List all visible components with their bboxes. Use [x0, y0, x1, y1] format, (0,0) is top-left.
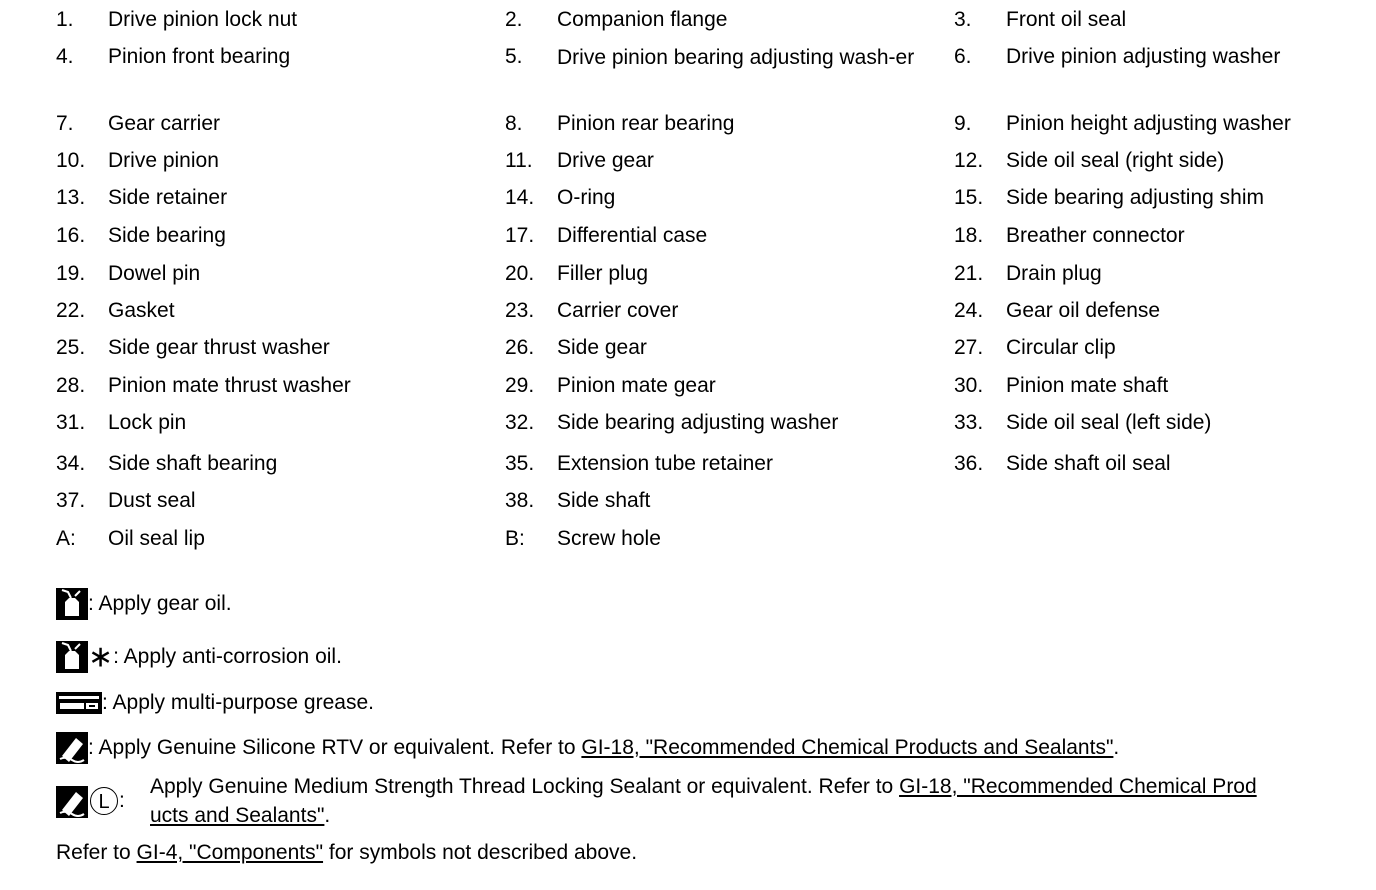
locking-colon: :	[119, 789, 125, 812]
part-number: 23.	[505, 299, 535, 322]
part-label: Dowel pin	[108, 262, 201, 285]
part-number: 29.	[505, 374, 535, 397]
part-label: Pinion mate thrust washer	[108, 374, 351, 397]
part-label: Side retainer	[108, 186, 228, 209]
part-label: Front oil seal	[1006, 8, 1127, 31]
part-label: Drive pinion adjusting washer	[1006, 45, 1281, 68]
part-number: 9.	[954, 112, 972, 135]
legend-grease	[56, 686, 374, 720]
part-number: 32.	[505, 411, 535, 434]
oil-can-icon	[56, 588, 88, 620]
part-label: Drain plug	[1006, 262, 1102, 285]
gi-4-link[interactable]: GI-4, "Components"	[136, 841, 324, 864]
part-label: Drive pinion	[108, 149, 219, 172]
part-number: 14.	[505, 186, 535, 209]
sealant-tube-icon	[56, 732, 88, 764]
part-label: Side gear	[557, 336, 647, 359]
part-label: Side bearing adjusting shim	[1006, 186, 1264, 209]
legend-anti-corrosion	[56, 640, 342, 674]
part-label: Side gear thrust washer	[108, 336, 330, 359]
gi-18-link-part2[interactable]: ucts and Sealants"	[150, 804, 325, 827]
part-label: Differential case	[557, 224, 708, 247]
gi-18-link[interactable]: GI-18, "Recommended Chemical Products and Sealants"	[581, 736, 1114, 759]
legend-text: : Apply gear oil.	[88, 592, 232, 615]
part-number: 21.	[954, 262, 984, 285]
part-label: Pinion height adjusting washer	[1006, 112, 1291, 135]
part-label: Side shaft bearing	[108, 452, 278, 475]
part-label: Side shaft	[557, 489, 651, 512]
part-number: 10.	[56, 149, 86, 172]
part-label: Lock pin	[108, 411, 187, 434]
part-number: 22.	[56, 299, 86, 322]
grease-gun-icon	[56, 692, 102, 714]
part-number: 19.	[56, 262, 86, 285]
part-number: 3.	[954, 8, 972, 31]
part-number: 7.	[56, 112, 74, 135]
part-number: B:	[505, 527, 525, 550]
part-number: 24.	[954, 299, 984, 322]
part-label: Side bearing adjusting washer	[557, 411, 839, 434]
legend-text: : Apply multi-purpose grease.	[102, 691, 374, 714]
part-number: 5.	[505, 45, 523, 68]
part-number: 11.	[505, 149, 533, 172]
part-label: Gear carrier	[108, 112, 221, 135]
part-label: Companion flange	[557, 8, 728, 31]
locking-circle-icon: L	[90, 787, 118, 815]
legend-text: Apply Genuine Medium Strength Thread Locking Sealant or equivalent. Refer to	[150, 775, 900, 798]
gi-18-link-part1[interactable]: GI-18, "Recommended Chemical Prod	[899, 775, 1257, 798]
part-number: 33.	[954, 411, 984, 434]
part-number: 34.	[56, 452, 86, 475]
part-label: Screw hole	[557, 527, 661, 550]
refer-text: Refer to	[56, 841, 137, 864]
legend-text-block	[150, 772, 1366, 830]
part-number: 4.	[56, 45, 74, 68]
part-number: 31.	[56, 411, 86, 434]
part-label: Side bearing	[108, 224, 226, 247]
part-number: 30.	[954, 374, 984, 397]
part-number: 20.	[505, 262, 535, 285]
part-label: Gear oil defense	[1006, 299, 1161, 322]
part-number: 18.	[954, 224, 984, 247]
part-label: Side oil seal (right side)	[1006, 149, 1225, 172]
part-number: 1.	[56, 8, 74, 31]
oil-can-icon	[56, 641, 88, 673]
part-label: Circular clip	[1006, 336, 1116, 359]
part-label: O-ring	[557, 186, 616, 209]
part-number: 25.	[56, 336, 86, 359]
legend-silicone-rtv	[56, 731, 1119, 765]
legend-text-end: .	[1113, 736, 1120, 759]
part-number: 15.	[954, 186, 984, 209]
part-number: 28.	[56, 374, 86, 397]
legend-text: : Apply anti-corrosion oil.	[113, 645, 342, 668]
part-number: 36.	[954, 452, 984, 475]
legend-thread-locking	[56, 772, 1366, 832]
part-label: Side oil seal (left side)	[1006, 411, 1212, 434]
part-label: Gasket	[108, 299, 175, 322]
part-number: 27.	[954, 336, 984, 359]
part-number: 26.	[505, 336, 535, 359]
part-label: Drive gear	[557, 149, 654, 172]
part-label: Pinion rear bearing	[557, 112, 735, 135]
part-label: Oil seal lip	[108, 527, 205, 550]
part-label: Extension tube retainer	[557, 452, 773, 475]
part-label: Side shaft oil seal	[1006, 452, 1171, 475]
sealant-tube-icon	[56, 786, 88, 818]
legend-text: : Apply Genuine Silicone RTV or equivalent. Refer to	[88, 736, 582, 759]
refer-text-end: for symbols not described above.	[323, 841, 638, 864]
part-label: Drive pinion bearing adjusting wash-er	[557, 46, 915, 69]
refer-note	[56, 839, 637, 867]
part-number: 38.	[505, 489, 535, 512]
part-label: Pinion mate shaft	[1006, 374, 1169, 397]
part-number: 35.	[505, 452, 535, 475]
part-number: 12.	[954, 149, 984, 172]
part-number: 16.	[56, 224, 86, 247]
part-label: Carrier cover	[557, 299, 679, 322]
part-number: 2.	[505, 8, 523, 31]
part-number: 37.	[56, 489, 86, 512]
legend-text-end: .	[324, 804, 331, 827]
part-label: Filler plug	[557, 262, 649, 285]
part-label: Breather connector	[1006, 224, 1185, 247]
part-number: 13.	[56, 186, 86, 209]
part-number: 8.	[505, 112, 523, 135]
legend-gear-oil	[56, 587, 232, 621]
part-number: 17.	[505, 224, 535, 247]
part-label: Dust seal	[108, 489, 196, 512]
part-number: A:	[56, 527, 76, 550]
part-label: Pinion mate gear	[557, 374, 716, 397]
part-label: Drive pinion lock nut	[108, 8, 298, 31]
part-label: Pinion front bearing	[108, 45, 291, 68]
part-number: 6.	[954, 45, 972, 68]
asterisk-icon: ∗	[88, 640, 114, 674]
